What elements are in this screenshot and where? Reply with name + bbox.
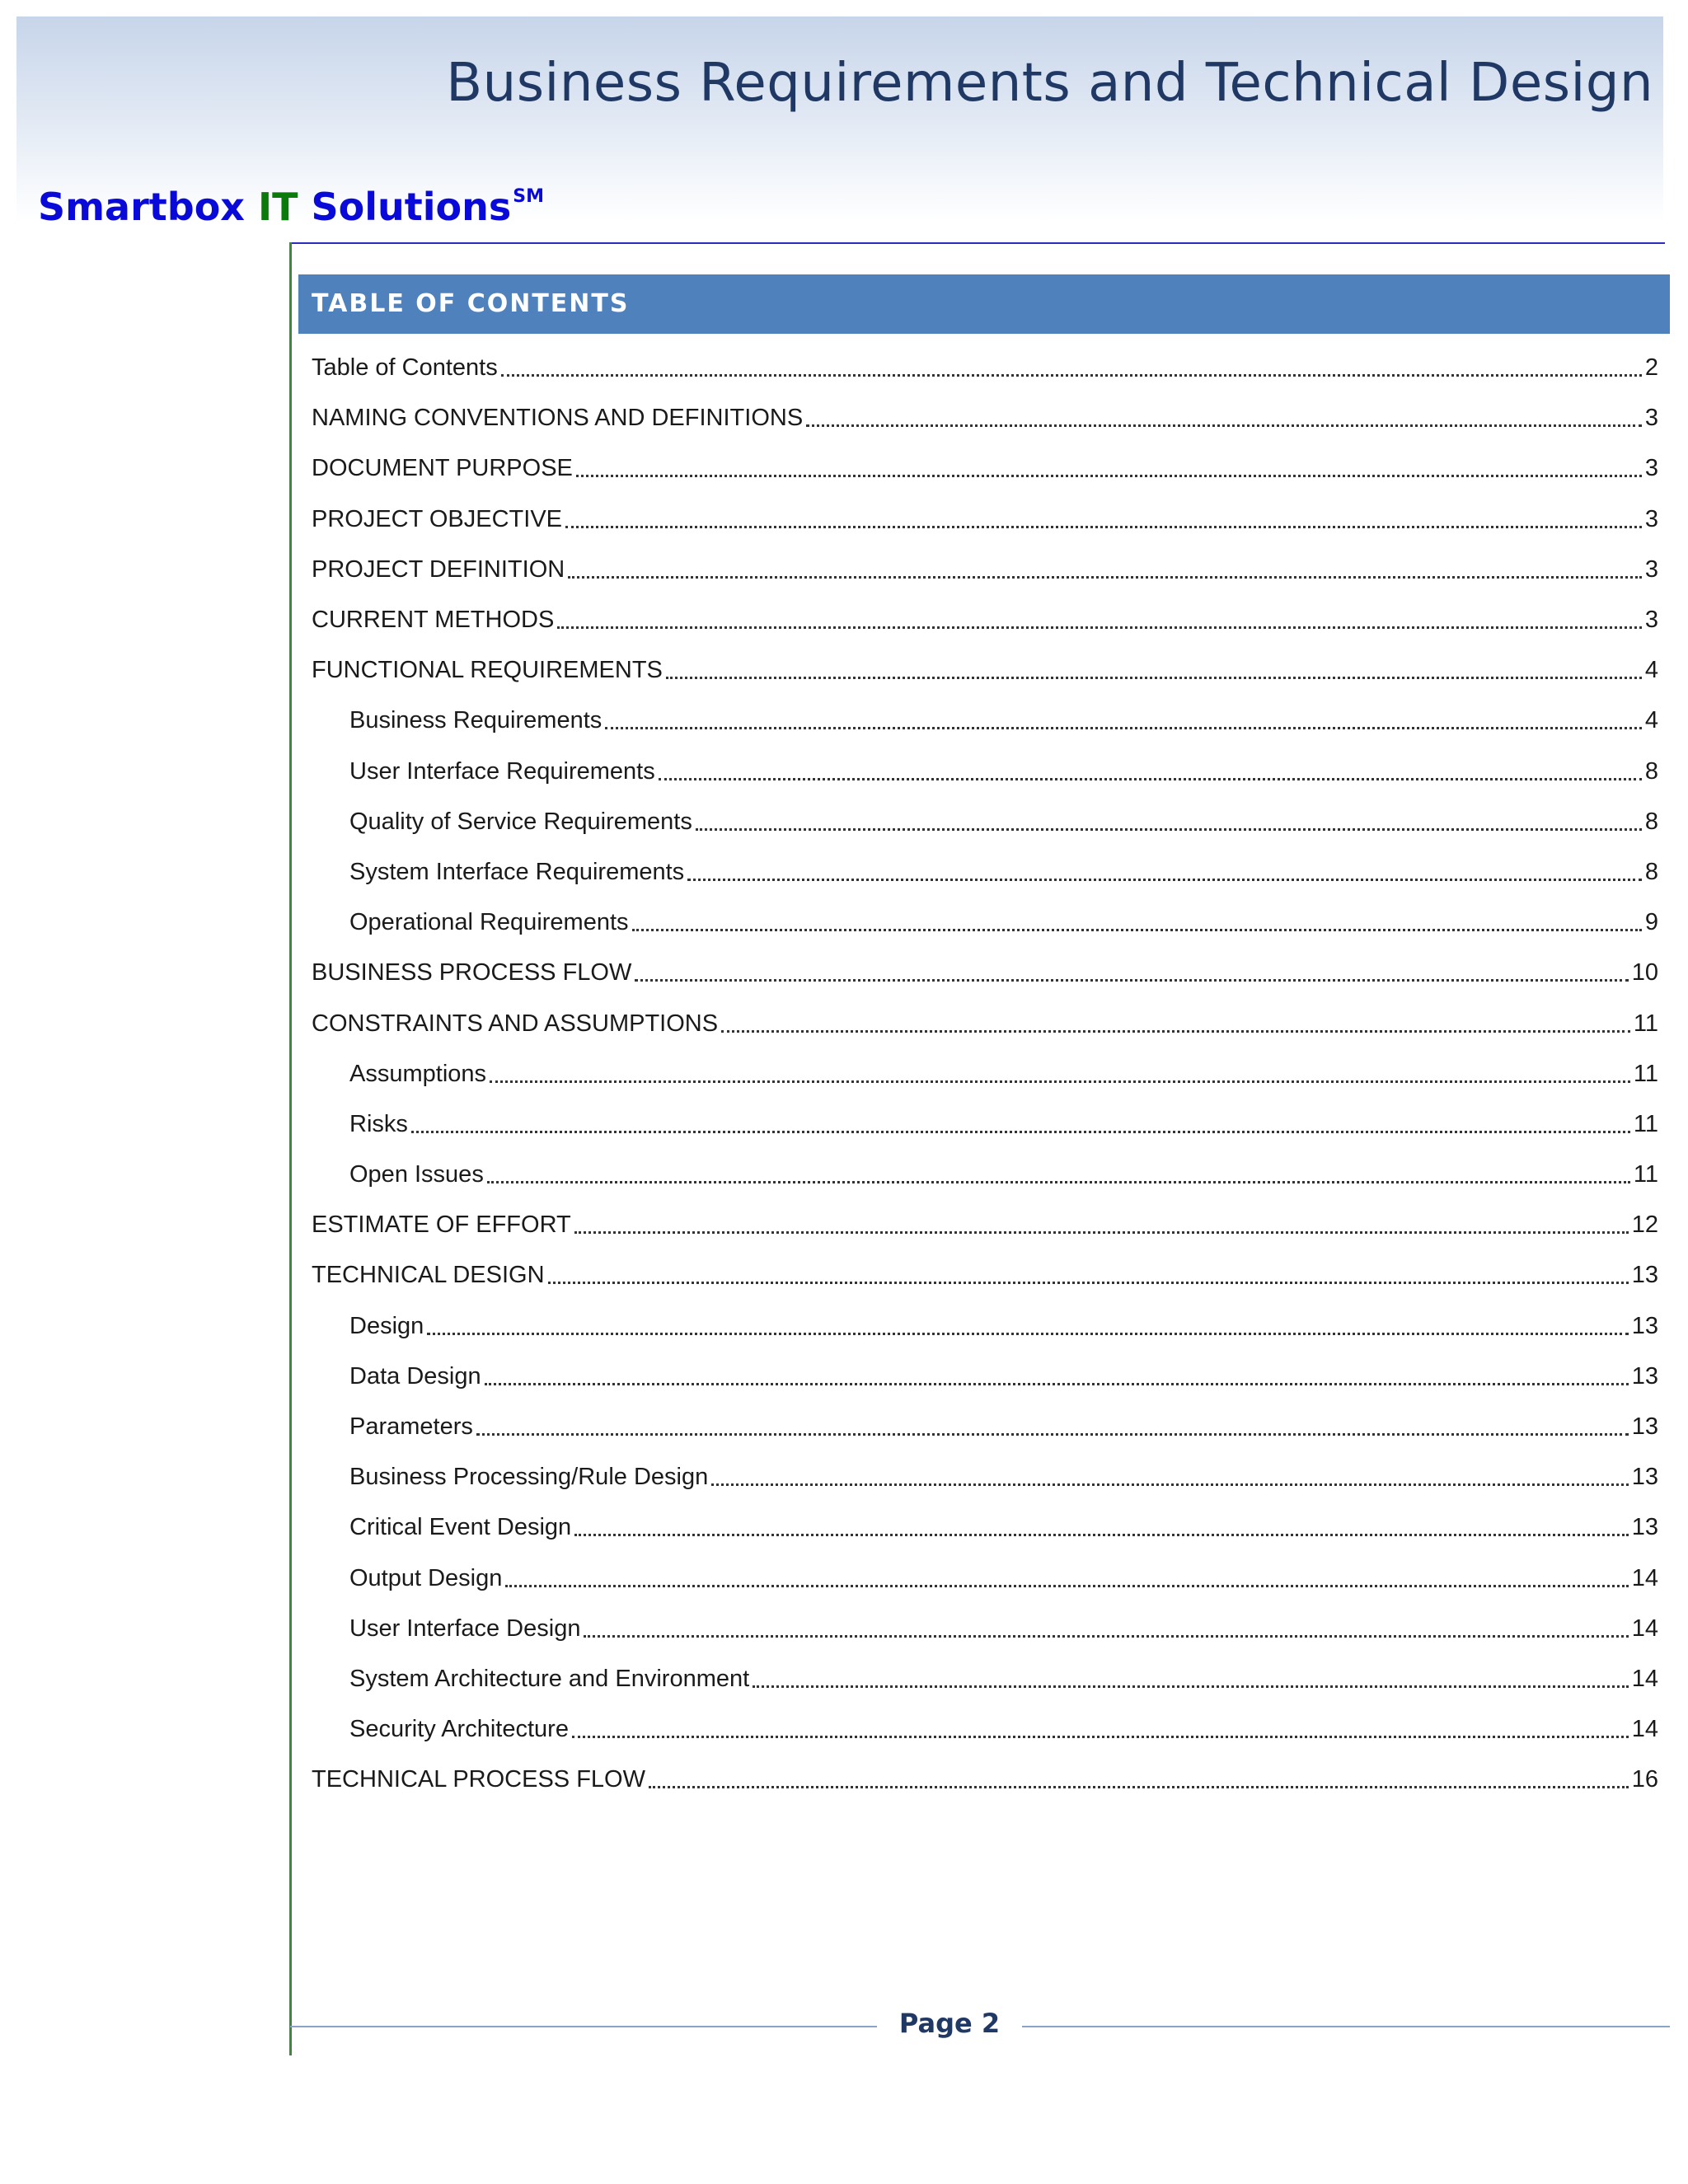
toc-entry-page: 8 (1644, 808, 1658, 835)
toc-entry[interactable] (312, 847, 1658, 898)
toc-entry-title: DOCUMENT PURPOSE (312, 455, 573, 482)
toc-entry-page: 13 (1631, 1312, 1658, 1339)
toc-entry[interactable] (312, 1049, 1658, 1099)
toc-dot-leader (649, 1786, 1629, 1788)
toc-entry-title: Open Issues (349, 1161, 484, 1188)
toc-entry[interactable] (312, 998, 1658, 1048)
toc-entry[interactable] (312, 1099, 1658, 1150)
toc-entry-title: Data Design (349, 1362, 481, 1390)
header-divider (290, 242, 1665, 244)
toc-dot-leader (501, 374, 1642, 377)
toc-entry-title: FUNCTIONAL REQUIREMENTS (312, 657, 663, 684)
toc-entry-title: TECHNICAL DESIGN (312, 1262, 545, 1289)
toc-entry-page: 12 (1631, 1212, 1658, 1239)
toc-entry-page: 13 (1631, 1262, 1658, 1289)
toc-entry[interactable] (312, 747, 1658, 797)
toc-entry-page: 3 (1644, 607, 1658, 634)
toc-entry-title: System Interface Requirements (349, 858, 685, 885)
toc-entry-page: 3 (1644, 405, 1658, 432)
toc-entry[interactable] (312, 645, 1658, 696)
toc-entry-page: 3 (1644, 555, 1658, 583)
toc-dot-leader (565, 526, 1642, 528)
toc-dot-leader (574, 1231, 1629, 1234)
toc-dot-leader (476, 1433, 1629, 1436)
toc-dot-leader (548, 1282, 1629, 1284)
brand-name-part1: Smartbox (38, 185, 258, 229)
toc-entry-title: Risks (349, 1110, 408, 1137)
toc-entry[interactable] (312, 1150, 1658, 1200)
toc-dot-leader (411, 1131, 1630, 1133)
toc-entry-title: NAMING CONVENTIONS AND DEFINITIONS (312, 405, 804, 432)
toc-dot-leader (659, 778, 1642, 780)
brand-name-part3: Solutions (298, 185, 512, 229)
toc-dot-leader (687, 879, 1642, 881)
toc-entry[interactable] (312, 1352, 1658, 1402)
toc-dot-leader (572, 1736, 1629, 1738)
toc-entry-page: 3 (1644, 455, 1658, 482)
toc-entry-title: User Interface Requirements (349, 757, 655, 785)
footer-rule-right (1022, 2026, 1670, 2027)
toc-entry-title: Business Requirements (349, 707, 603, 734)
toc-entry-title: PROJECT DEFINITION (312, 555, 565, 583)
toc-entry-title: User Interface Design (349, 1615, 581, 1642)
toc-entry[interactable] (312, 1200, 1658, 1250)
brand-name-part2: IT (258, 185, 298, 229)
toc-entry[interactable] (312, 1452, 1658, 1502)
toc-entry-page: 11 (1633, 1060, 1658, 1087)
brand-logo (38, 185, 544, 229)
toc-entry[interactable] (312, 1554, 1658, 1604)
page-number: Page 2 (898, 2008, 1001, 2039)
toc-entry[interactable] (312, 1604, 1658, 1654)
toc-dot-leader (574, 1534, 1629, 1536)
footer-rule-left (290, 2026, 877, 2027)
toc-entry-title: CONSTRAINTS AND ASSUMPTIONS (312, 1010, 719, 1037)
toc-entry-page: 14 (1631, 1665, 1658, 1692)
toc-entry-page: 14 (1631, 1615, 1658, 1642)
toc-entry[interactable] (312, 1402, 1658, 1452)
toc-heading: TABLE OF CONTENTS (298, 274, 1670, 334)
toc-entry[interactable] (312, 1755, 1658, 1805)
toc-entry-page: 3 (1644, 505, 1658, 532)
toc-dot-leader (806, 424, 1642, 427)
toc-dot-leader (576, 475, 1642, 477)
toc-dot-leader (721, 1030, 1630, 1033)
toc-dot-leader (696, 828, 1642, 831)
toc-entry[interactable] (312, 1250, 1658, 1301)
toc-dot-leader (711, 1483, 1629, 1486)
toc-entry-title: Security Architecture (349, 1716, 569, 1743)
toc-dot-leader (584, 1635, 1628, 1638)
toc-entry-title: Parameters (349, 1413, 473, 1441)
left-margin-rule (289, 242, 292, 2055)
toc-dot-leader (490, 1080, 1630, 1083)
toc-entry-page: 13 (1631, 1514, 1658, 1541)
toc-dot-leader (568, 576, 1642, 579)
toc-entry-title: Output Design (349, 1564, 503, 1591)
toc-entry-title: CURRENT METHODS (312, 607, 555, 634)
toc-entry[interactable] (312, 797, 1658, 847)
toc-entry-title: Design (349, 1312, 424, 1339)
toc-list (312, 343, 1658, 1805)
toc-entry[interactable] (312, 443, 1658, 494)
toc-entry[interactable] (312, 545, 1658, 595)
toc-entry-title: Operational Requirements (349, 909, 629, 936)
toc-dot-leader (505, 1585, 1628, 1587)
toc-entry-page: 10 (1631, 959, 1658, 987)
toc-entry-page: 14 (1631, 1564, 1658, 1591)
toc-entry[interactable] (312, 696, 1658, 746)
toc-entry-page: 13 (1631, 1362, 1658, 1390)
toc-entry[interactable] (312, 1502, 1658, 1553)
toc-dot-leader (605, 727, 1642, 729)
toc-dot-leader (666, 677, 1642, 679)
toc-entry-title: BUSINESS PROCESS FLOW (312, 959, 632, 987)
toc-entry-page: 11 (1633, 1110, 1658, 1137)
toc-entry-page: 2 (1644, 354, 1658, 382)
toc-entry-title: PROJECT OBJECTIVE (312, 505, 563, 532)
toc-entry[interactable] (312, 343, 1658, 393)
toc-entry-title: Critical Event Design (349, 1514, 572, 1541)
toc-entry[interactable] (312, 494, 1658, 545)
document-title: Business Requirements and Technical Design (446, 53, 1653, 114)
toc-entry-title: Business Processing/Rule Design (349, 1464, 709, 1491)
toc-entry-page: 13 (1631, 1413, 1658, 1441)
toc-dot-leader (753, 1685, 1629, 1688)
toc-entry-title: ESTIMATE OF EFFORT (312, 1212, 571, 1239)
toc-dot-leader (632, 929, 1642, 931)
toc-entry-title: TECHNICAL PROCESS FLOW (312, 1766, 645, 1793)
toc-entry-page: 9 (1644, 909, 1658, 936)
toc-entry-page: 16 (1631, 1766, 1658, 1793)
toc-entry[interactable] (312, 393, 1658, 443)
toc-entry[interactable] (312, 595, 1658, 645)
toc-entry[interactable] (312, 898, 1658, 948)
toc-entry-page: 4 (1644, 657, 1658, 684)
toc-entry[interactable] (312, 1654, 1658, 1704)
toc-dot-leader (427, 1333, 1628, 1335)
toc-entry-title: Table of Contents (312, 354, 498, 382)
toc-entry[interactable] (312, 1301, 1658, 1352)
toc-entry-page: 4 (1644, 707, 1658, 734)
toc-entry-page: 14 (1631, 1716, 1658, 1743)
toc-entry-page: 8 (1644, 858, 1658, 885)
toc-dot-leader (485, 1383, 1629, 1385)
toc-dot-leader (487, 1181, 1630, 1183)
toc-dot-leader (635, 979, 1628, 982)
toc-entry-page: 8 (1644, 757, 1658, 785)
toc-entry[interactable] (312, 1704, 1658, 1755)
toc-entry-title: Quality of Service Requirements (349, 808, 692, 835)
toc-entry-page: 11 (1633, 1010, 1658, 1037)
toc-entry[interactable] (312, 948, 1658, 998)
toc-entry-title: System Architecture and Environment (349, 1665, 750, 1692)
toc-dot-leader (557, 626, 1642, 629)
toc-entry-title: Assumptions (349, 1060, 487, 1087)
toc-entry-page: 11 (1633, 1161, 1658, 1188)
toc-entry-page: 13 (1631, 1464, 1658, 1491)
brand-service-mark: SM (513, 186, 544, 207)
